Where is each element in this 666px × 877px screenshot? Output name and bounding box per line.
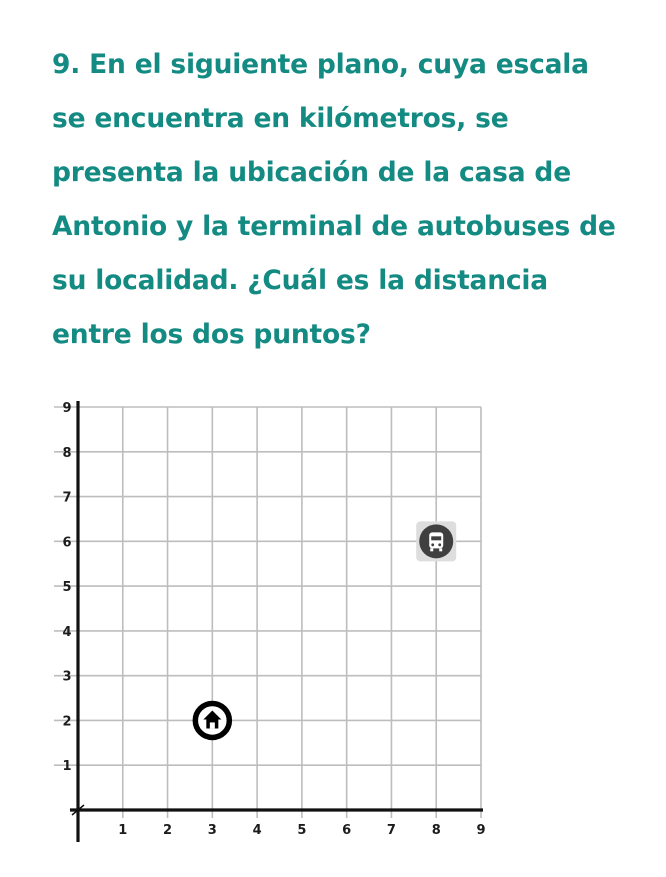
bus-icon [416,521,456,561]
question-line: se encuentra en kilómetros, se [52,103,509,134]
x-tick-label: 6 [342,823,352,838]
y-tick-label: 8 [62,445,72,461]
x-tick-label: 3 [207,823,217,838]
question-line: presenta la ubicación de la casa de [52,157,571,188]
axes [70,401,486,842]
y-tick-label: 6 [62,535,72,551]
tick-labels [62,401,485,838]
y-tick-label: 2 [62,714,72,730]
question-line: su localidad. ¿Cuál es la distancia [52,265,548,296]
y-tick-label: 5 [62,580,72,596]
y-tick-label: 3 [62,669,72,685]
x-tick-label: 4 [252,823,262,838]
x-tick-label: 2 [163,823,173,838]
grid [54,407,481,818]
x-tick-label: 9 [476,823,486,838]
x-tick-label: 5 [297,823,307,838]
y-tick-label: 4 [62,624,72,640]
question-line: Antonio y la terminal de autobuses de [52,211,616,242]
y-tick-label: 1 [62,759,72,775]
question-line: entre los dos puntos? [52,319,371,350]
x-tick-label: 8 [431,823,441,838]
y-tick-label: 9 [62,401,72,416]
question-line: 9. En el siguiente plano, cuya escala [52,49,589,80]
x-tick-label: 1 [118,823,128,838]
house-icon [195,703,229,737]
y-tick-label: 7 [62,490,72,506]
x-tick-label: 7 [386,823,396,838]
markers [195,521,456,737]
